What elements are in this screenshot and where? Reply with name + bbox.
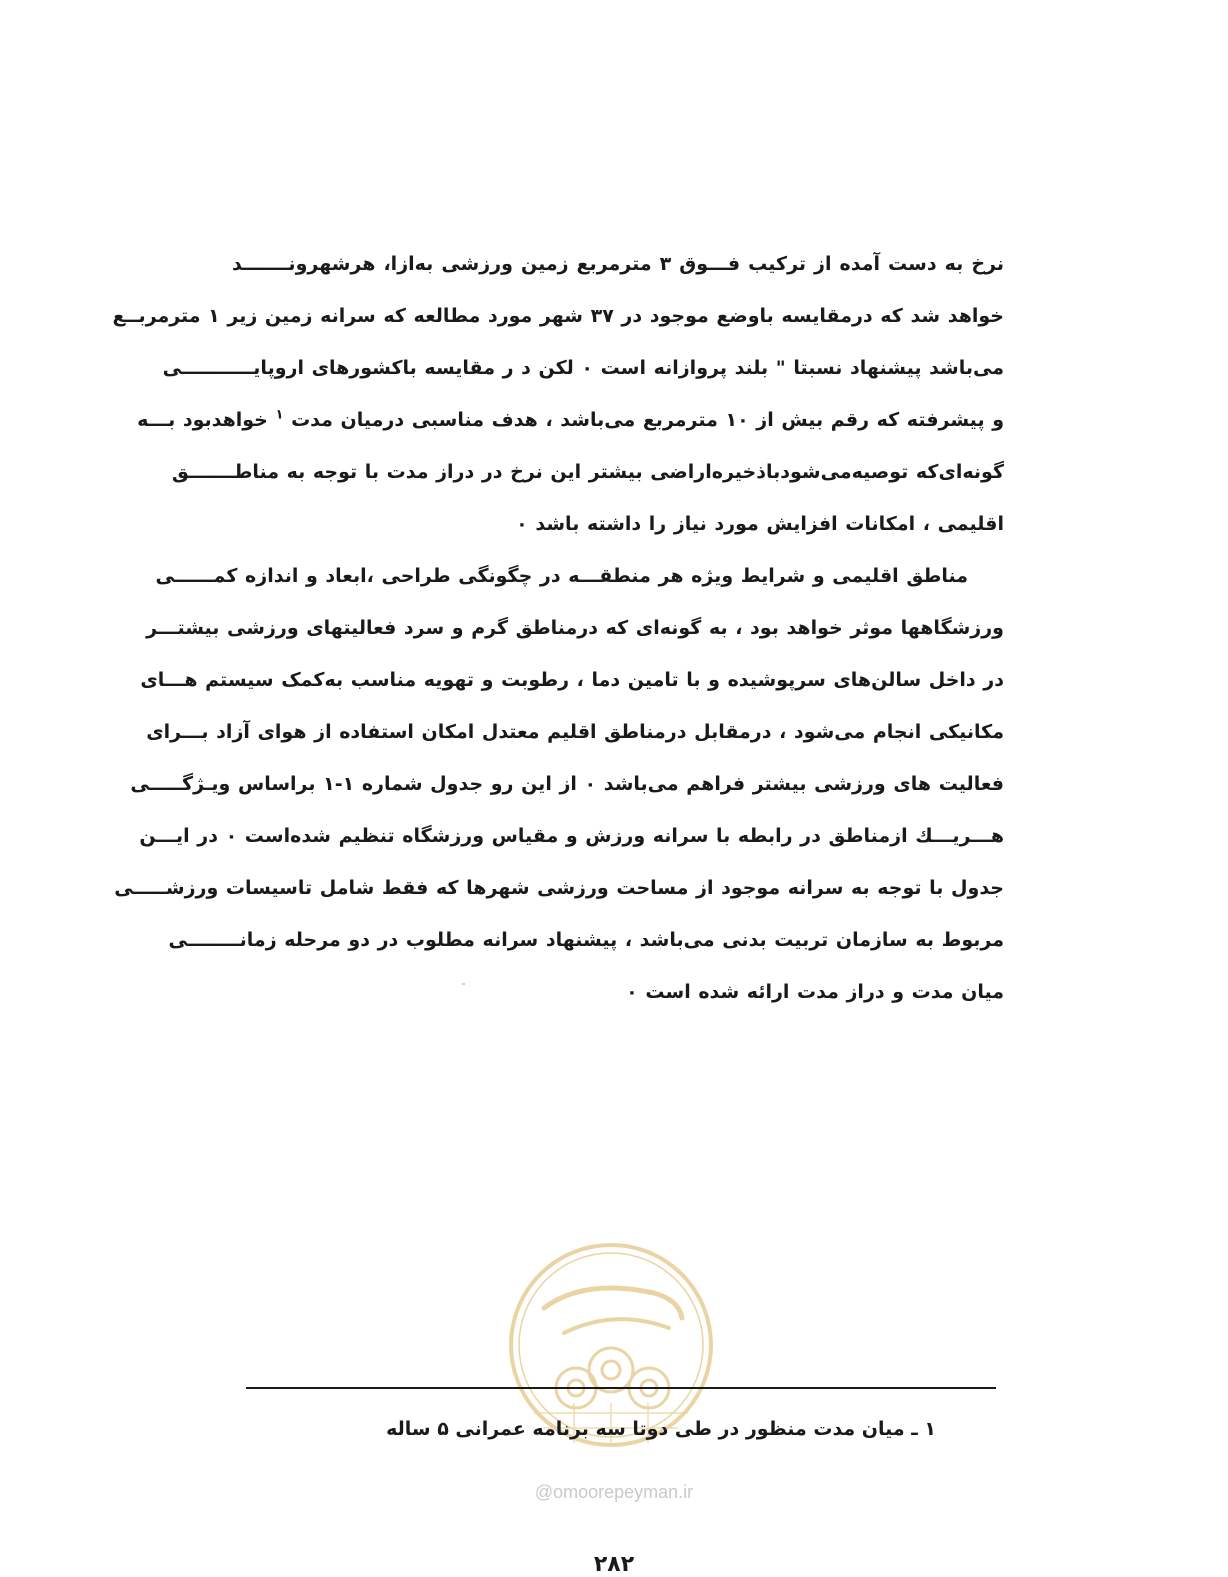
text-line: در داخل سالن‌های سرپوشیده و با تامین دما ، رطوبت و تهویه مناسب به‌کمک سیستم هـــای (140, 669, 1004, 691)
text-line: مناطق اقلیمی و شرایط ویژه هر منطقـــه در چگونگی طراحی ،ابعاد و اندازه کمــــــی (155, 565, 968, 587)
text-line: نرخ به دست آمده از ترکیب فـــوق ۳ مترمربع زمین ورزشی به‌ازا، هرشهرونـــــــد (232, 253, 1004, 275)
text-line: میان مدت و دراز مدت ارائه شده است ۰ (626, 981, 1004, 1003)
text-line: می‌باشد پیشنهاد نسبتا " بلند پروازانه است ۰ لکن د ر مقایسه باکشورهای اروپایـــــــــــی (162, 357, 1004, 379)
body-text (112, 238, 1004, 1018)
scan-speck (462, 983, 465, 985)
text-line: اقلیمی ، امکانات افزایش مورد نیاز را داشته باشد ۰ (516, 513, 1004, 535)
text-line-with-footnote (137, 394, 1004, 446)
text-line: هـــریـــك ازمناطق در رابطه با سرانه ورزش و مقیاس ورزشگاه تنظیم شده‌است ۰ در ایـــن (139, 825, 1004, 847)
footnote-marker: ۱ (275, 407, 284, 423)
text-segment: خواهدبود بـــه (137, 409, 268, 431)
text-segment: و پیشرفته که رقم بیش از ۱۰ مترمربع می‌باشد ، هدف مناسبی درمیان مدت (291, 409, 1004, 431)
footnote-rule (246, 1387, 996, 1389)
footnote: ۱ ـ میان مدت منظور در طی دوتا سه برنامه عمرانی ۵ ساله (386, 1418, 936, 1440)
text-line: مکانیکی انجام می‌شود ، درمقابل درمناطق اقلیم معتدل امکان استفاده از هوای آزاد بـــرای (146, 721, 1004, 743)
text-line: ورزشگاهها موثر خواهد بود ، به گونه‌ای که درمناطق گرم و سرد فعالیتهای ورزشی بیشتـــر (146, 617, 1004, 639)
watermark-text: @omoorepeyman.ir (534, 1482, 694, 1502)
text-line: گونه‌ای‌که توصیه‌می‌شودباذخیره‌اراضی بیشتر این نرخ در دراز مدت با توجه به مناطـــــــق (171, 461, 1004, 483)
text-line: فعالیت های ورزشی بیشتر فراهم می‌باشد ۰ از این رو جدول شماره ۱-۱ براساس ویـژگـــــی (130, 773, 1004, 795)
text-line: مربوط به سازمان تربیت بدنی می‌باشد ، پیشنهاد سرانه مطلوب در دو مرحله زمانــــــــی (168, 929, 1004, 951)
page-number: ۲۸۲ (593, 1552, 635, 1577)
text-line: جدول با توجه به سرانه موجود از مساحت ورزشی شهرها که فقط شامل تاسیسات ورزشـــــی (114, 877, 1004, 899)
text-line: خواهد شد که درمقایسه باوضع موجود در ۳۷ شهر مورد مطالعه که سرانه زمین زیر ۱ مترمربــع (112, 305, 1004, 327)
